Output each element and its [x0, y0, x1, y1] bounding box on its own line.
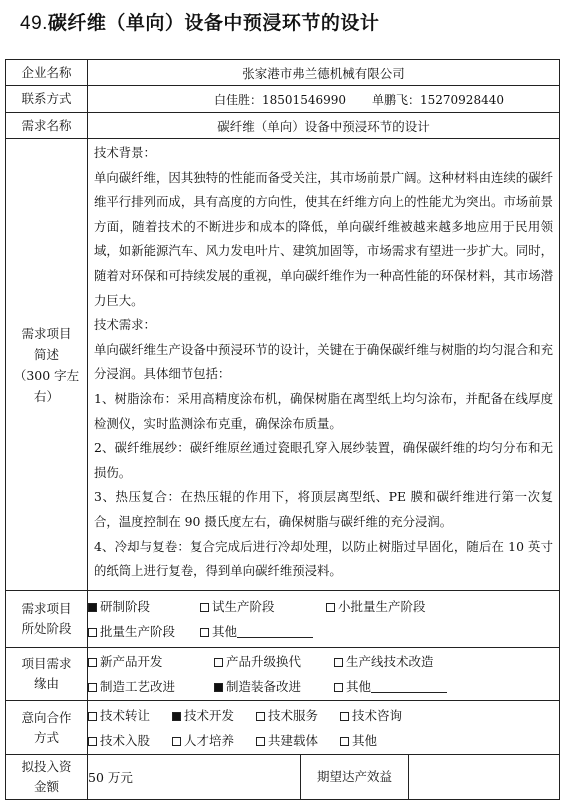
coop-option-equity[interactable]: [88, 728, 172, 753]
demand-form-table: [5, 59, 560, 800]
checkbox-icon[interactable]: [334, 658, 343, 667]
checkbox-icon[interactable]: [256, 712, 265, 721]
checkbox-icon[interactable]: [326, 603, 335, 612]
source-option-label: 新产品开发: [100, 654, 163, 669]
coop-option-label: 技术入股: [100, 732, 151, 748]
checkbox-icon[interactable]: [200, 603, 209, 612]
stage-option-small-batch[interactable]: [326, 594, 426, 619]
source-label-line: 缘由: [33, 676, 59, 691]
stage-option-research[interactable]: [88, 594, 200, 619]
source-option-label: 制造装备改进: [226, 679, 302, 694]
checkbox-icon[interactable]: [88, 658, 97, 667]
title-text: 碳纤维（单向）设备中预浸环节的设计: [47, 12, 380, 34]
source-label-line: 项目需求: [21, 656, 72, 671]
cooperation-label-line: 方式: [33, 729, 59, 745]
stage-option-trial[interactable]: [200, 594, 326, 619]
description-paragraph: 单向碳纤维生产设备中预浸环节的设计，关键在于确保碳纤维与树脂的均匀混合和充分浸润。具体细节包括：: [94, 341, 554, 382]
checkbox-icon[interactable]: [340, 737, 349, 746]
checkbox-icon[interactable]: [334, 683, 343, 692]
source-option-label: 产品升级换代: [226, 654, 302, 669]
coop-option-label: 人才培养: [184, 732, 235, 748]
description-paragraph: 3、热压复合：在热压辊的作用下，将顶层离型纸、PE 膜和碳纤维进行第一次复合，温度控制在 90 摄氏度左右，确保树脂与碳纤维的充分浸润。: [94, 489, 554, 529]
stage-label-line: 需求项目: [21, 601, 72, 616]
coop-option-label: 技术开发: [184, 707, 235, 723]
stage-option-label: 小批量生产阶段: [338, 599, 426, 614]
contact-row: [6, 86, 560, 113]
company-row: [6, 60, 560, 86]
stage-row: [6, 591, 560, 648]
checkbox-icon[interactable]: [172, 737, 181, 746]
investment-label: [6, 755, 88, 800]
investment-row: [6, 755, 560, 800]
stage-option-label: 其他: [212, 624, 238, 639]
description-paragraph: 4、冷却与复卷：复合完成后进行冷却处理，以防止树脂过早固化，随后在 10 英寸的纸筒上进行复卷，得到单向碳纤维预浸料。: [94, 538, 554, 579]
checkbox-icon[interactable]: [214, 658, 223, 667]
stage-option-label: 试生产阶段: [212, 599, 275, 614]
coop-option-label: 技术服务: [268, 707, 319, 723]
investment-value: 50 万元: [88, 755, 301, 800]
source-label: [6, 648, 88, 701]
description-row: [6, 139, 560, 591]
description-paragraph: 1、树脂涂布：采用高精度涂布机，确保树脂在离型纸上均匀涂布，并配备在线厚度检测仪，实时监测涂布克重，确保涂布质量。: [94, 390, 554, 431]
contact-person-2: 单鹏飞：15270928440: [372, 92, 504, 107]
coop-option-development[interactable]: [172, 703, 256, 728]
cooperation-row: [6, 701, 560, 755]
title-number: 49.: [20, 13, 48, 34]
demand-name-row: [6, 113, 560, 139]
investment-label-line: 金额: [33, 779, 59, 794]
contact-value: [88, 86, 560, 113]
checkbox-icon[interactable]: [214, 683, 223, 692]
coop-option-label: 技术转让: [100, 707, 151, 723]
source-option-line-upgrade[interactable]: [334, 649, 434, 674]
checkbox-icon[interactable]: [340, 712, 349, 721]
expected-benefit-value: [409, 755, 560, 800]
source-option-new-product[interactable]: [88, 649, 214, 674]
coop-option-consulting[interactable]: [340, 703, 402, 728]
checkbox-icon[interactable]: [200, 628, 209, 637]
source-options: [88, 648, 560, 701]
investment-label-line: 拟投入资: [21, 759, 72, 774]
stage-label-line: 所处阶段: [21, 621, 72, 636]
description-label-line: 需求项目: [21, 325, 72, 341]
description-label: [6, 139, 88, 591]
page-title: [20, 8, 379, 35]
checkbox-icon[interactable]: [88, 737, 97, 746]
source-option-label: 制造工艺改进: [100, 679, 176, 694]
stage-option-mass[interactable]: [88, 619, 200, 644]
cooperation-options: [88, 701, 560, 755]
other-blank-line[interactable]: [237, 625, 313, 638]
demand-name-label: 需求名称: [6, 113, 88, 139]
checkbox-icon[interactable]: [88, 603, 97, 612]
source-option-label: 生产线技术改造: [346, 654, 434, 669]
other-blank-line[interactable]: [371, 680, 447, 693]
stage-option-label: 批量生产阶段: [100, 624, 176, 639]
coop-option-label: 共建载体: [268, 732, 319, 748]
cooperation-label: [6, 701, 88, 755]
expected-benefit-label: 期望达产效益: [301, 755, 409, 800]
demand-name-value: 碳纤维（单向）设备中预浸环节的设计: [88, 113, 560, 139]
stage-option-label: 研制阶段: [100, 599, 151, 614]
checkbox-icon[interactable]: [88, 712, 97, 721]
source-row: [6, 648, 560, 701]
coop-option-label: 技术咨询: [352, 707, 403, 723]
coop-option-label: 其他: [352, 732, 378, 748]
stage-label: [6, 591, 88, 648]
description-label-line: （300 字左: [13, 367, 80, 383]
company-label: 企业名称: [6, 60, 88, 86]
coop-option-talent[interactable]: [172, 728, 256, 753]
checkbox-icon[interactable]: [256, 737, 265, 746]
contact-label: 联系方式: [6, 86, 88, 113]
contact-person-1: 白佳胜：18501546990: [214, 92, 346, 107]
checkbox-icon[interactable]: [172, 712, 181, 721]
cooperation-label-line: 意向合作: [21, 709, 72, 725]
source-option-process[interactable]: [88, 674, 214, 699]
source-option-label: 其他: [346, 679, 372, 694]
description-paragraph: 技术背景：: [94, 145, 156, 160]
coop-option-other[interactable]: [340, 728, 377, 753]
stage-options: [88, 591, 560, 648]
description-paragraph: 技术需求：: [94, 317, 156, 333]
description-content: [88, 139, 560, 591]
description-label-line: 右）: [33, 388, 59, 404]
checkbox-icon[interactable]: [88, 628, 97, 637]
source-option-other[interactable]: [334, 674, 447, 699]
company-value: 张家港市弗兰德机械有限公司: [88, 60, 560, 86]
description-paragraph: 2、碳纤维展纱：碳纤维原丝通过瓷眼孔穿入展纱装置，确保碳纤维的均匀分布和无损伤。: [94, 440, 554, 480]
source-option-upgrade[interactable]: [214, 649, 334, 674]
coop-option-carrier[interactable]: [256, 728, 340, 753]
coop-option-service[interactable]: [256, 703, 340, 728]
source-option-equipment[interactable]: [214, 674, 334, 699]
coop-option-transfer[interactable]: [88, 703, 172, 728]
description-label-line: 简述: [33, 346, 59, 362]
checkbox-icon[interactable]: [88, 683, 97, 692]
stage-option-other[interactable]: [200, 619, 313, 644]
description-paragraph: 单向碳纤维，因其独特的性能而备受关注，其市场前景广阔。这种材料由连续的碳纤维平行排列而成，具有高度的方向性，使其在纤维方向上的性能尤为突出。市场前景方面，随着技术的不断进步和成本的降低，单向碳纤维被越来越多地应用于民用领域，如新能源汽车、风力发电叶片、建筑加固等，市场需求有望进一步扩大。同时，随着对环保和可持续发展的重视，单向碳纤维作为一种高性能的环保材料，其市场潜力巨大。: [94, 169, 554, 308]
